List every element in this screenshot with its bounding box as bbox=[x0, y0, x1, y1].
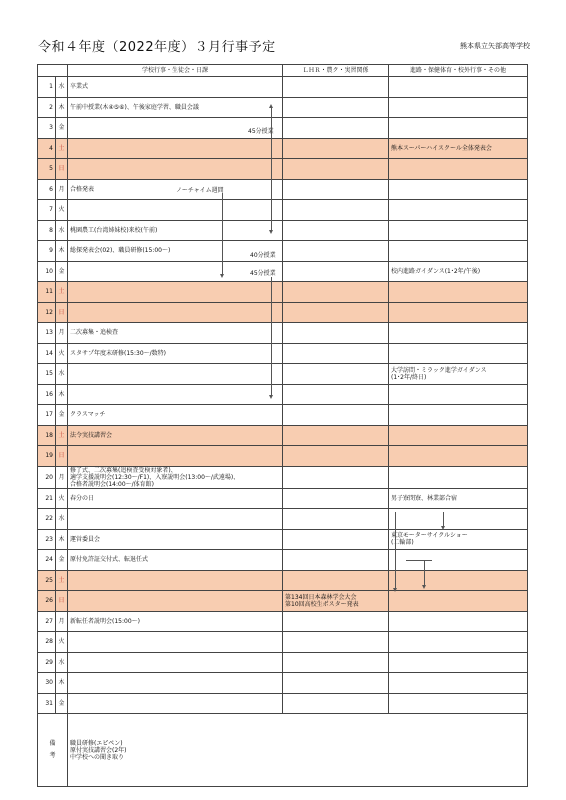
remarks-item: 職員研修(エピペン) bbox=[70, 739, 123, 747]
career-cell bbox=[389, 159, 528, 180]
career-cell bbox=[389, 632, 528, 653]
school-event-cell: スタサプ年度末研修(15:30～/数特) bbox=[68, 343, 283, 364]
weekday: 水 bbox=[56, 220, 68, 241]
weekday: 日 bbox=[56, 302, 68, 323]
weekday: 月 bbox=[56, 179, 68, 200]
career-cell bbox=[389, 509, 528, 530]
table-row bbox=[38, 77, 528, 98]
column-header-career: 進路・保健体育・校外行事・その他 bbox=[389, 65, 528, 77]
table-row bbox=[38, 570, 528, 591]
lhr-cell bbox=[283, 97, 389, 118]
arrow-line bbox=[271, 108, 272, 230]
school-event-cell: 午前中授業(木④⑤⑥)、午後家庭学習、職員会議 bbox=[68, 97, 283, 118]
weekday: 火 bbox=[56, 632, 68, 653]
lhr-cell bbox=[283, 282, 389, 303]
table-row bbox=[38, 179, 528, 200]
lhr-cell bbox=[283, 488, 389, 509]
arrow-line bbox=[222, 193, 223, 274]
lhr-cell bbox=[283, 611, 389, 632]
career-cell bbox=[389, 591, 528, 612]
weekday: 水 bbox=[56, 652, 68, 673]
remarks-item: 原付実技講習会(2年) bbox=[70, 746, 127, 754]
career-cell bbox=[389, 97, 528, 118]
school-event-cell: 春分の日 bbox=[68, 488, 283, 509]
weekday: 月 bbox=[56, 323, 68, 344]
table-row bbox=[38, 138, 528, 159]
arrow-line bbox=[271, 277, 272, 395]
day-number: 7 bbox=[38, 200, 56, 221]
lhr-cell bbox=[283, 550, 389, 571]
day-number: 5 bbox=[38, 159, 56, 180]
table-row bbox=[38, 343, 528, 364]
table-row bbox=[38, 97, 528, 118]
weekday: 木 bbox=[56, 384, 68, 405]
career-cell bbox=[389, 611, 528, 632]
career-cell bbox=[389, 241, 528, 262]
table-row bbox=[38, 364, 528, 385]
weekday: 木 bbox=[56, 673, 68, 694]
period-note-45min-second: 45分授業 bbox=[250, 270, 276, 277]
career-cell bbox=[389, 220, 528, 241]
career-cell bbox=[389, 384, 528, 405]
career-cell bbox=[389, 323, 528, 344]
period-note-45min: 45分授業 bbox=[248, 128, 274, 135]
arrow-line bbox=[424, 560, 425, 585]
lhr-cell bbox=[283, 118, 389, 139]
day-number: 22 bbox=[38, 509, 56, 530]
career-cell bbox=[389, 570, 528, 591]
weekday: 水 bbox=[56, 509, 68, 530]
day-number: 26 bbox=[38, 591, 56, 612]
day-number: 13 bbox=[38, 323, 56, 344]
weekday: 金 bbox=[56, 550, 68, 571]
day-number: 27 bbox=[38, 611, 56, 632]
career-cell: 熊本スーパーハイスクール全体発表会 bbox=[389, 138, 528, 159]
table-header-row bbox=[38, 65, 528, 77]
career-cell bbox=[389, 179, 528, 200]
school-event-cell bbox=[68, 570, 283, 591]
school-event-cell: 原付免許証交付式、転退任式 bbox=[68, 550, 283, 571]
career-cell bbox=[389, 652, 528, 673]
schedule-table bbox=[37, 64, 528, 787]
day-number: 1 bbox=[38, 77, 56, 98]
lhr-cell bbox=[283, 384, 389, 405]
table-row bbox=[38, 241, 528, 262]
weekday: 土 bbox=[56, 282, 68, 303]
day-number: 31 bbox=[38, 693, 56, 714]
table-row bbox=[38, 118, 528, 139]
career-cell bbox=[389, 446, 528, 467]
lhr-cell bbox=[283, 138, 389, 159]
school-event-cell: 合格発表 bbox=[68, 179, 283, 200]
lhr-cell bbox=[283, 673, 389, 694]
weekday: 土 bbox=[56, 138, 68, 159]
table-row bbox=[38, 693, 528, 714]
lhr-cell bbox=[283, 529, 389, 550]
school-event-cell: 卒業式 bbox=[68, 77, 283, 98]
career-cell bbox=[389, 302, 528, 323]
weekday: 月 bbox=[56, 466, 68, 488]
career-cell bbox=[389, 673, 528, 694]
weekday: 火 bbox=[56, 200, 68, 221]
weekday: 木 bbox=[56, 97, 68, 118]
lhr-cell bbox=[283, 179, 389, 200]
school-name: 熊本県立矢部高等学校 bbox=[460, 42, 530, 50]
lhr-cell bbox=[283, 632, 389, 653]
school-event-cell: 二次募集・追検査 bbox=[68, 323, 283, 344]
lhr-cell bbox=[283, 343, 389, 364]
table-row bbox=[38, 673, 528, 694]
weekday: 土 bbox=[56, 570, 68, 591]
day-number: 23 bbox=[38, 529, 56, 550]
weekday: 水 bbox=[56, 77, 68, 98]
lhr-cell bbox=[283, 364, 389, 385]
lhr-cell bbox=[283, 405, 389, 426]
weekday: 木 bbox=[56, 241, 68, 262]
table-row bbox=[38, 632, 528, 653]
weekday: 日 bbox=[56, 446, 68, 467]
arrow-line bbox=[443, 512, 444, 526]
school-event-cell bbox=[68, 693, 283, 714]
table-row bbox=[38, 323, 528, 344]
lhr-cell bbox=[283, 509, 389, 530]
career-cell bbox=[389, 118, 528, 139]
school-event-cell: 運営委員会 bbox=[68, 529, 283, 550]
weekday: 金 bbox=[56, 261, 68, 282]
career-cell: 校内進路ガイダンス(1･2年/午後) bbox=[389, 261, 528, 282]
remarks-label-top: 備 bbox=[49, 740, 56, 747]
weekday: 木 bbox=[56, 529, 68, 550]
career-cell bbox=[389, 77, 528, 98]
page-title: 令和４年度（2022年度）３月行事予定 bbox=[38, 40, 276, 55]
school-event-cell bbox=[68, 159, 283, 180]
school-event-cell bbox=[68, 509, 283, 530]
arrow-down-icon bbox=[220, 274, 224, 278]
career-cell bbox=[389, 466, 528, 488]
arrow-down-icon bbox=[441, 526, 445, 530]
weekday: 金 bbox=[56, 405, 68, 426]
day-number: 4 bbox=[38, 138, 56, 159]
weekday: 金 bbox=[56, 118, 68, 139]
day-number: 9 bbox=[38, 241, 56, 262]
school-event-cell bbox=[68, 200, 283, 221]
school-event-cell: 法令実技講習会 bbox=[68, 425, 283, 446]
day-number: 29 bbox=[38, 652, 56, 673]
lhr-cell bbox=[283, 220, 389, 241]
table-row bbox=[38, 200, 528, 221]
weekday: 水 bbox=[56, 364, 68, 385]
table-row bbox=[38, 509, 528, 530]
day-number: 14 bbox=[38, 343, 56, 364]
arrow-down-icon bbox=[269, 395, 273, 399]
weekday: 日 bbox=[56, 159, 68, 180]
remarks-label-bottom: 考 bbox=[49, 752, 56, 759]
school-event-cell bbox=[68, 652, 283, 673]
career-cell bbox=[389, 405, 528, 426]
period-note-40min: 40分授業 bbox=[250, 252, 276, 259]
day-number: 20 bbox=[38, 466, 56, 488]
period-note-no-chime: ノーチャイム週間 bbox=[176, 187, 224, 194]
column-header-school-events: 学校行事・生徒会・日課 bbox=[68, 65, 283, 77]
remarks-label bbox=[38, 714, 68, 787]
school-event-cell bbox=[68, 282, 283, 303]
lhr-cell bbox=[283, 302, 389, 323]
table-row bbox=[38, 529, 528, 550]
weekday: 月 bbox=[56, 611, 68, 632]
day-number: 19 bbox=[38, 446, 56, 467]
table-row bbox=[38, 446, 528, 467]
lhr-cell bbox=[283, 570, 389, 591]
career-cell bbox=[389, 282, 528, 303]
day-number: 3 bbox=[38, 118, 56, 139]
day-number: 21 bbox=[38, 488, 56, 509]
day-number: 2 bbox=[38, 97, 56, 118]
day-number: 16 bbox=[38, 384, 56, 405]
table-row bbox=[38, 611, 528, 632]
day-number: 11 bbox=[38, 282, 56, 303]
school-event-cell bbox=[68, 364, 283, 385]
arrow-line bbox=[395, 512, 396, 588]
lhr-cell bbox=[283, 200, 389, 221]
career-cell bbox=[389, 693, 528, 714]
table-row bbox=[38, 159, 528, 180]
column-header-lhr: ＬＨＲ・農ク・実習関係 bbox=[283, 65, 389, 77]
day-number: 30 bbox=[38, 673, 56, 694]
school-event-cell bbox=[68, 138, 283, 159]
table-row bbox=[38, 220, 528, 241]
weekday: 火 bbox=[56, 343, 68, 364]
day-number: 15 bbox=[38, 364, 56, 385]
school-event-cell bbox=[68, 384, 283, 405]
table-row bbox=[38, 282, 528, 303]
day-number: 24 bbox=[38, 550, 56, 571]
school-event-cell bbox=[68, 302, 283, 323]
lhr-cell bbox=[283, 261, 389, 282]
day-number: 10 bbox=[38, 261, 56, 282]
weekday: 火 bbox=[56, 488, 68, 509]
career-cell: 東京モーターサイクルショー (二輪部) bbox=[389, 529, 528, 550]
lhr-cell bbox=[283, 446, 389, 467]
table-row bbox=[38, 652, 528, 673]
table-row bbox=[38, 405, 528, 426]
school-event-cell: 新転任者説明会(15:00～) bbox=[68, 611, 283, 632]
header-day-cell bbox=[38, 65, 68, 77]
school-event-cell: クラスマッチ bbox=[68, 405, 283, 426]
arrow-down-icon bbox=[422, 585, 426, 589]
day-number: 18 bbox=[38, 425, 56, 446]
lhr-cell bbox=[283, 466, 389, 488]
day-number: 28 bbox=[38, 632, 56, 653]
career-cell: 男子寮閉寮、林業部合宿 bbox=[389, 488, 528, 509]
career-cell bbox=[389, 343, 528, 364]
lhr-cell bbox=[283, 323, 389, 344]
bracket-line bbox=[406, 560, 432, 561]
day-number: 6 bbox=[38, 179, 56, 200]
remarks-item: 中学校への聞き取り bbox=[70, 753, 125, 761]
school-event-cell: 桃園農工(台湾姉妹校)来校(午前) bbox=[68, 220, 283, 241]
table-row bbox=[38, 550, 528, 571]
school-event-cell: 総探発表会(02)、職員研修(15:00～) bbox=[68, 241, 283, 262]
lhr-cell: 第134回日本森林学会大会 第10回高校生ポスター発表 bbox=[283, 591, 389, 612]
day-number: 8 bbox=[38, 220, 56, 241]
career-cell: 大学訪問・ミラック進学ガイダンス (1･2年/終日) bbox=[389, 364, 528, 385]
day-number: 12 bbox=[38, 302, 56, 323]
career-cell bbox=[389, 425, 528, 446]
lhr-cell bbox=[283, 159, 389, 180]
remarks-content bbox=[68, 714, 528, 787]
school-event-cell: 修了式、二次募集(追検査受検対象者)、 適学支援説明会(12:30～/F1)、入寮説明会(13:00～/武遠場)、 合格者説明会(14:00～/体育館) bbox=[68, 466, 283, 488]
remarks-row bbox=[38, 714, 528, 787]
school-event-cell bbox=[68, 446, 283, 467]
weekday: 土 bbox=[56, 425, 68, 446]
day-number: 25 bbox=[38, 570, 56, 591]
lhr-cell bbox=[283, 425, 389, 446]
arrow-down-icon bbox=[393, 588, 397, 592]
table-row bbox=[38, 488, 528, 509]
table-row bbox=[38, 591, 528, 612]
day-number: 17 bbox=[38, 405, 56, 426]
table-row bbox=[38, 425, 528, 446]
lhr-cell bbox=[283, 241, 389, 262]
weekday: 金 bbox=[56, 693, 68, 714]
lhr-cell bbox=[283, 693, 389, 714]
school-event-cell bbox=[68, 591, 283, 612]
table-row bbox=[38, 384, 528, 405]
table-row bbox=[38, 466, 528, 488]
school-event-cell bbox=[68, 632, 283, 653]
career-cell bbox=[389, 200, 528, 221]
weekday: 日 bbox=[56, 591, 68, 612]
table-row bbox=[38, 261, 528, 282]
school-event-cell bbox=[68, 673, 283, 694]
arrow-down-icon bbox=[269, 230, 273, 234]
lhr-cell bbox=[283, 77, 389, 98]
lhr-cell bbox=[283, 652, 389, 673]
table-row bbox=[38, 302, 528, 323]
